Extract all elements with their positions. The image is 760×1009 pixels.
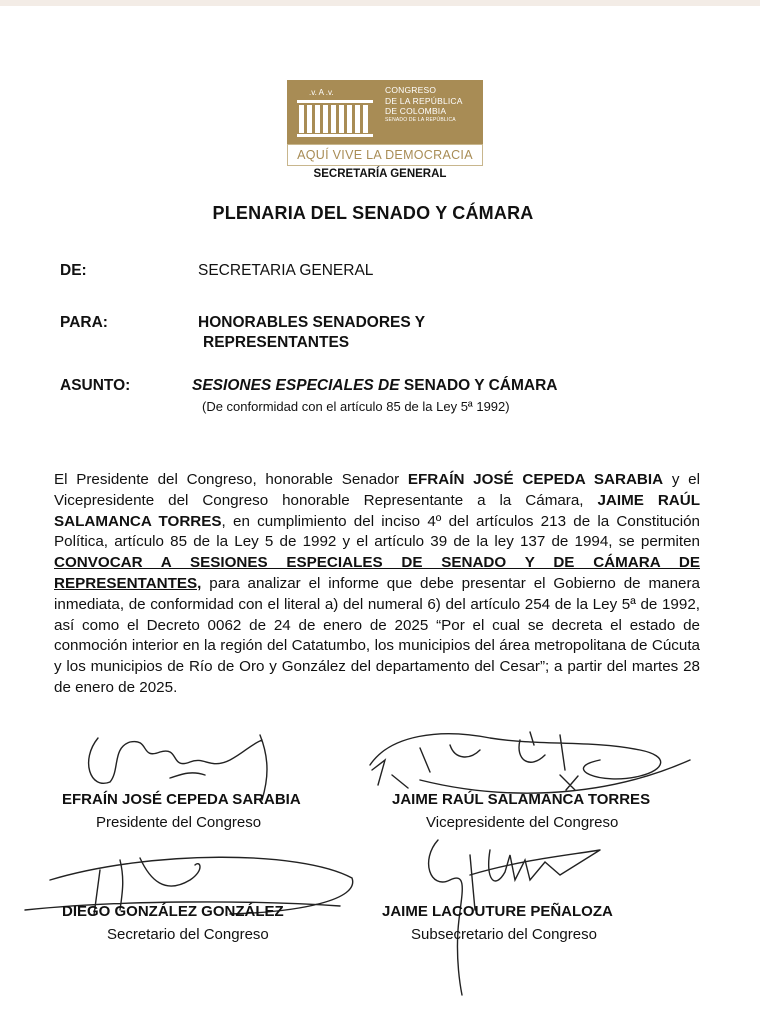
signatory-role-4: Subsecretario del Congreso [411, 926, 597, 943]
svg-text:.v. A .v.: .v. A .v. [309, 88, 334, 97]
de-value: SECRETARIA GENERAL [198, 262, 374, 279]
signatory-name-2: JAIME RAÚL SALAMANCA TORRES [392, 791, 651, 808]
signature-salamanca [370, 732, 690, 793]
president-name: EFRAÍN JOSÉ CEPEDA SARABIA [407, 471, 664, 488]
signatory-name-1: EFRAÍN JOSÉ CEPEDA SARABIA [62, 791, 301, 808]
para-value-line-1: HONORABLES SENADORES Y [198, 314, 426, 331]
signatory-name-3: DIEGO GONZÁLEZ GONZÁLEZ [62, 903, 284, 920]
de-label: DE: [60, 262, 87, 279]
logo-small-line: SENADO DE LA REPÚBLICA [385, 116, 456, 123]
para-value-line-2: REPRESENTANTES [203, 334, 350, 351]
asunto-note: (De conformidad con el artículo 85 de la Ley 5ª 1992) [202, 399, 510, 414]
logo-line: CONGRESO [385, 85, 437, 95]
signatory-role-2: Vicepresidente del Congreso [426, 814, 619, 831]
logo-line: DE LA REPÚBLICA [385, 95, 463, 106]
body-text: El Presidente del Congreso, honorable Senador [54, 471, 408, 488]
asunto-rest: SENADO Y CÁMARA [399, 377, 558, 394]
document-title: PLENARIA DEL SENADO Y CÁMARA [212, 203, 534, 223]
vicepresident-name: JAIME RAÚL SALAMANCA TORRES [54, 491, 700, 530]
para-label: PARA: [60, 314, 108, 331]
office-heading: SECRETARÍA GENERAL [313, 168, 447, 180]
signatory-role-3: Secretario del Congreso [107, 926, 269, 943]
body-text: , en cumplimiento del inciso 4º del artículos 213 de la Constitución Política, artículo 85 de la Ley 5 de 1992 y el artículo 39 de la ley 137 de 1994, se permiten [54, 512, 700, 551]
convocation-text: CONVOCAR A SESIONES ESPECIALES DE SENADO Y DE CÁMARA DE REPRESENTANTES, [54, 554, 700, 592]
asunto-label: ASUNTO: [60, 377, 131, 394]
body-text: y el Vicepresidente del Congreso honorable Representante a la Cámara, [54, 471, 700, 509]
logo-motto: AQUÍ VIVE LA DEMOCRACIA [287, 144, 483, 166]
signatory-role-1: Presidente del Congreso [96, 814, 262, 831]
body-text: para analizar el informe que debe presentar el Gobierno de manera inmediata, de conformidad con el literal a) del numeral 6) del artículo 254 de la Ley 5ª de 1992, así como el Decreto 0062 de 24 de enero de 2025 “Por el cual se decreta el estado de conmoción interior en la región del Catatumbo, los municipios del área metropolitana de Cúcuta y los municipios de Río de Oro y González del departamento del Cesar”; a partir del martes 28 de enero de 2025. [54, 574, 700, 696]
asunto-italic: SESIONES ESPECIALES DE [192, 377, 400, 394]
logo-line: DE COLOMBIA [385, 106, 447, 116]
signatory-name-4: JAIME LACOUTURE PEÑALOZA [382, 903, 613, 920]
